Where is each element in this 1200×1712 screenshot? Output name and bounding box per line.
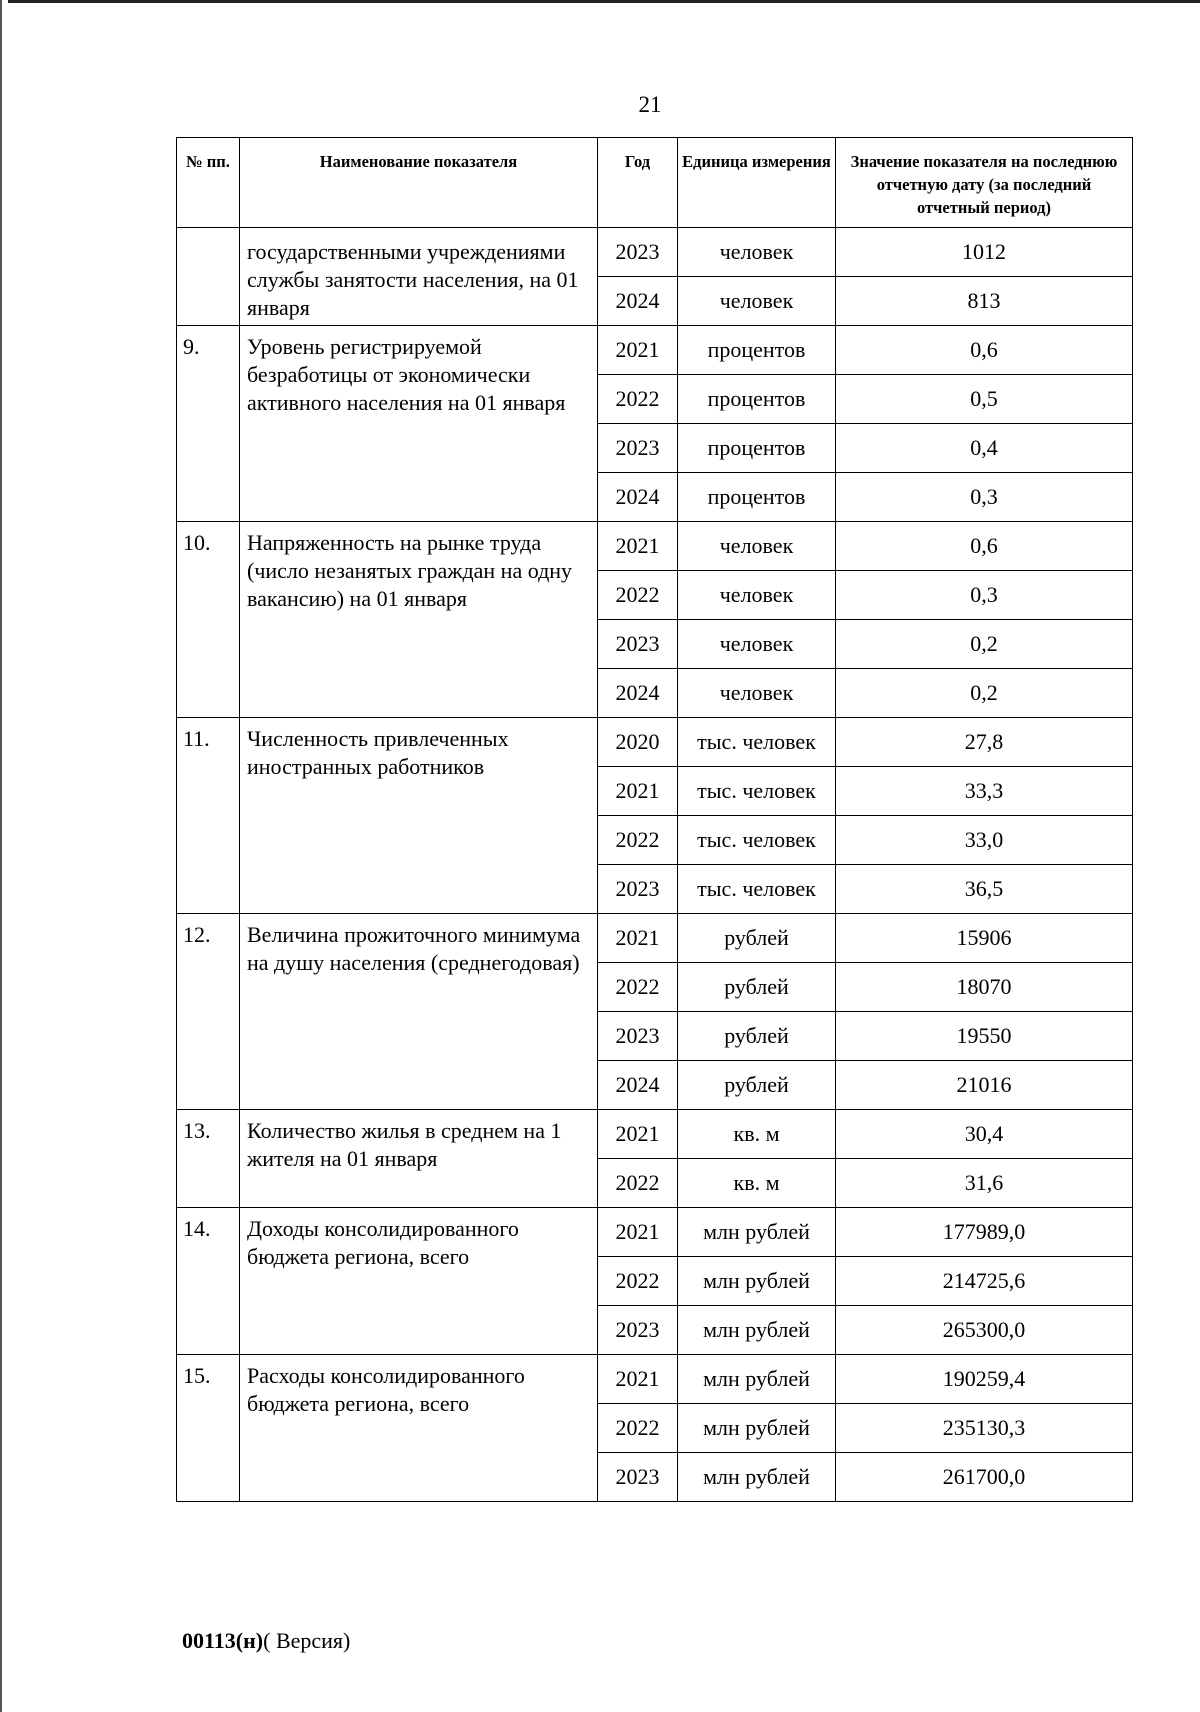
value-cell: 0,3 bbox=[836, 473, 1133, 522]
value-cell: 19550 bbox=[836, 1012, 1133, 1061]
value-cell: 0,2 bbox=[836, 620, 1133, 669]
table-body bbox=[177, 228, 1133, 1502]
indicator-name: Доходы консолидированного бюджета региона, всего bbox=[240, 1208, 598, 1355]
scan-top-border bbox=[8, 0, 1200, 3]
indicator-name: Расходы консолидированного бюджета региона, всего bbox=[240, 1355, 598, 1502]
year-cell: 2021 bbox=[598, 1110, 678, 1159]
header-value: Значение показателя на последнюю отчетную дату (за последний отчетный период) bbox=[836, 138, 1133, 228]
unit-cell: человек bbox=[678, 228, 836, 277]
footer-suffix: ( Версия) bbox=[263, 1628, 351, 1653]
unit-cell: тыс. человек bbox=[678, 718, 836, 767]
value-cell: 0,4 bbox=[836, 424, 1133, 473]
unit-cell: человек bbox=[678, 571, 836, 620]
value-cell: 15906 bbox=[836, 914, 1133, 963]
year-cell: 2022 bbox=[598, 1257, 678, 1306]
year-cell: 2024 bbox=[598, 473, 678, 522]
year-cell: 2022 bbox=[598, 963, 678, 1012]
year-cell: 2023 bbox=[598, 620, 678, 669]
year-cell: 2021 bbox=[598, 326, 678, 375]
unit-cell: млн рублей bbox=[678, 1257, 836, 1306]
value-cell: 0,2 bbox=[836, 669, 1133, 718]
value-cell: 190259,4 bbox=[836, 1355, 1133, 1404]
year-cell: 2023 bbox=[598, 1453, 678, 1502]
header-year: Год bbox=[598, 138, 678, 228]
year-cell: 2023 bbox=[598, 865, 678, 914]
unit-cell: кв. м bbox=[678, 1110, 836, 1159]
indicator-number: 15. bbox=[177, 1355, 240, 1502]
header-name: Наименование показателя bbox=[240, 138, 598, 228]
unit-cell: процентов bbox=[678, 473, 836, 522]
indicator-name: Уровень регистрируемой безработицы от экономически активного населения на 01 января bbox=[240, 326, 598, 522]
unit-cell: человек bbox=[678, 522, 836, 571]
year-cell: 2023 bbox=[598, 1306, 678, 1355]
unit-cell: рублей bbox=[678, 1061, 836, 1110]
indicator-number: 13. bbox=[177, 1110, 240, 1208]
unit-cell: млн рублей bbox=[678, 1208, 836, 1257]
scan-left-border bbox=[0, 0, 2, 1712]
page-number: 21 bbox=[638, 92, 662, 117]
indicator-name: Величина прожиточного минимума на душу населения (среднегодовая) bbox=[240, 914, 598, 1110]
year-cell: 2022 bbox=[598, 1159, 678, 1208]
value-cell: 0,6 bbox=[836, 522, 1133, 571]
unit-cell: рублей bbox=[678, 963, 836, 1012]
unit-cell: процентов bbox=[678, 326, 836, 375]
unit-cell: тыс. человек bbox=[678, 767, 836, 816]
year-cell: 2020 bbox=[598, 718, 678, 767]
value-cell: 0,5 bbox=[836, 375, 1133, 424]
header-unit: Единица измерения bbox=[678, 138, 836, 228]
table-header-row bbox=[177, 138, 1133, 228]
table-row bbox=[177, 914, 1133, 963]
unit-cell: тыс. человек bbox=[678, 816, 836, 865]
year-cell: 2024 bbox=[598, 669, 678, 718]
table-row bbox=[177, 326, 1133, 375]
table-row bbox=[177, 1110, 1133, 1159]
year-cell: 2023 bbox=[598, 424, 678, 473]
unit-cell: рублей bbox=[678, 1012, 836, 1061]
table-row bbox=[177, 718, 1133, 767]
value-cell: 33,3 bbox=[836, 767, 1133, 816]
indicator-name: Напряженность на рынке труда (число незанятых граждан на одну вакансию) на 01 января bbox=[240, 522, 598, 718]
unit-cell: млн рублей bbox=[678, 1453, 836, 1502]
indicator-number bbox=[177, 228, 240, 326]
table-row bbox=[177, 1208, 1133, 1257]
value-cell: 27,8 bbox=[836, 718, 1133, 767]
value-cell: 21016 bbox=[836, 1061, 1133, 1110]
unit-cell: процентов bbox=[678, 424, 836, 473]
unit-cell: рублей bbox=[678, 914, 836, 963]
indicator-name: Количество жилья в среднем на 1 жителя на 01 января bbox=[240, 1110, 598, 1208]
table-row bbox=[177, 522, 1133, 571]
year-cell: 2021 bbox=[598, 767, 678, 816]
indicator-name: Численность привлеченных иностранных работников bbox=[240, 718, 598, 914]
table-row bbox=[177, 228, 1133, 277]
year-cell: 2024 bbox=[598, 1061, 678, 1110]
unit-cell: кв. м bbox=[678, 1159, 836, 1208]
value-cell: 18070 bbox=[836, 963, 1133, 1012]
year-cell: 2021 bbox=[598, 1208, 678, 1257]
value-cell: 1012 bbox=[836, 228, 1133, 277]
year-cell: 2023 bbox=[598, 228, 678, 277]
year-cell: 2022 bbox=[598, 571, 678, 620]
value-cell: 214725,6 bbox=[836, 1257, 1133, 1306]
value-cell: 813 bbox=[836, 277, 1133, 326]
unit-cell: млн рублей bbox=[678, 1306, 836, 1355]
value-cell: 235130,3 bbox=[836, 1404, 1133, 1453]
unit-cell: тыс. человек bbox=[678, 865, 836, 914]
value-cell: 36,5 bbox=[836, 865, 1133, 914]
value-cell: 0,6 bbox=[836, 326, 1133, 375]
year-cell: 2022 bbox=[598, 375, 678, 424]
year-cell: 2022 bbox=[598, 1404, 678, 1453]
year-cell: 2023 bbox=[598, 1012, 678, 1061]
value-cell: 177989,0 bbox=[836, 1208, 1133, 1257]
indicator-number: 11. bbox=[177, 718, 240, 914]
indicators-table bbox=[176, 137, 1133, 1502]
value-cell: 33,0 bbox=[836, 816, 1133, 865]
document-footer bbox=[182, 1628, 350, 1654]
table-row bbox=[177, 1355, 1133, 1404]
indicator-name: государственными учреждениями службы занятости населения, на 01 января bbox=[240, 228, 598, 326]
unit-cell: процентов bbox=[678, 375, 836, 424]
year-cell: 2021 bbox=[598, 914, 678, 963]
indicator-number: 9. bbox=[177, 326, 240, 522]
indicator-number: 14. bbox=[177, 1208, 240, 1355]
footer-code: 00113(н) bbox=[182, 1628, 264, 1653]
value-cell: 0,3 bbox=[836, 571, 1133, 620]
header-num: № пп. bbox=[177, 138, 240, 228]
unit-cell: человек bbox=[678, 620, 836, 669]
unit-cell: млн рублей bbox=[678, 1355, 836, 1404]
indicator-number: 12. bbox=[177, 914, 240, 1110]
value-cell: 261700,0 bbox=[836, 1453, 1133, 1502]
unit-cell: человек bbox=[678, 277, 836, 326]
year-cell: 2024 bbox=[598, 277, 678, 326]
indicator-number: 10. bbox=[177, 522, 240, 718]
value-cell: 31,6 bbox=[836, 1159, 1133, 1208]
year-cell: 2021 bbox=[598, 1355, 678, 1404]
value-cell: 265300,0 bbox=[836, 1306, 1133, 1355]
unit-cell: человек bbox=[678, 669, 836, 718]
year-cell: 2021 bbox=[598, 522, 678, 571]
value-cell: 30,4 bbox=[836, 1110, 1133, 1159]
unit-cell: млн рублей bbox=[678, 1404, 836, 1453]
year-cell: 2022 bbox=[598, 816, 678, 865]
